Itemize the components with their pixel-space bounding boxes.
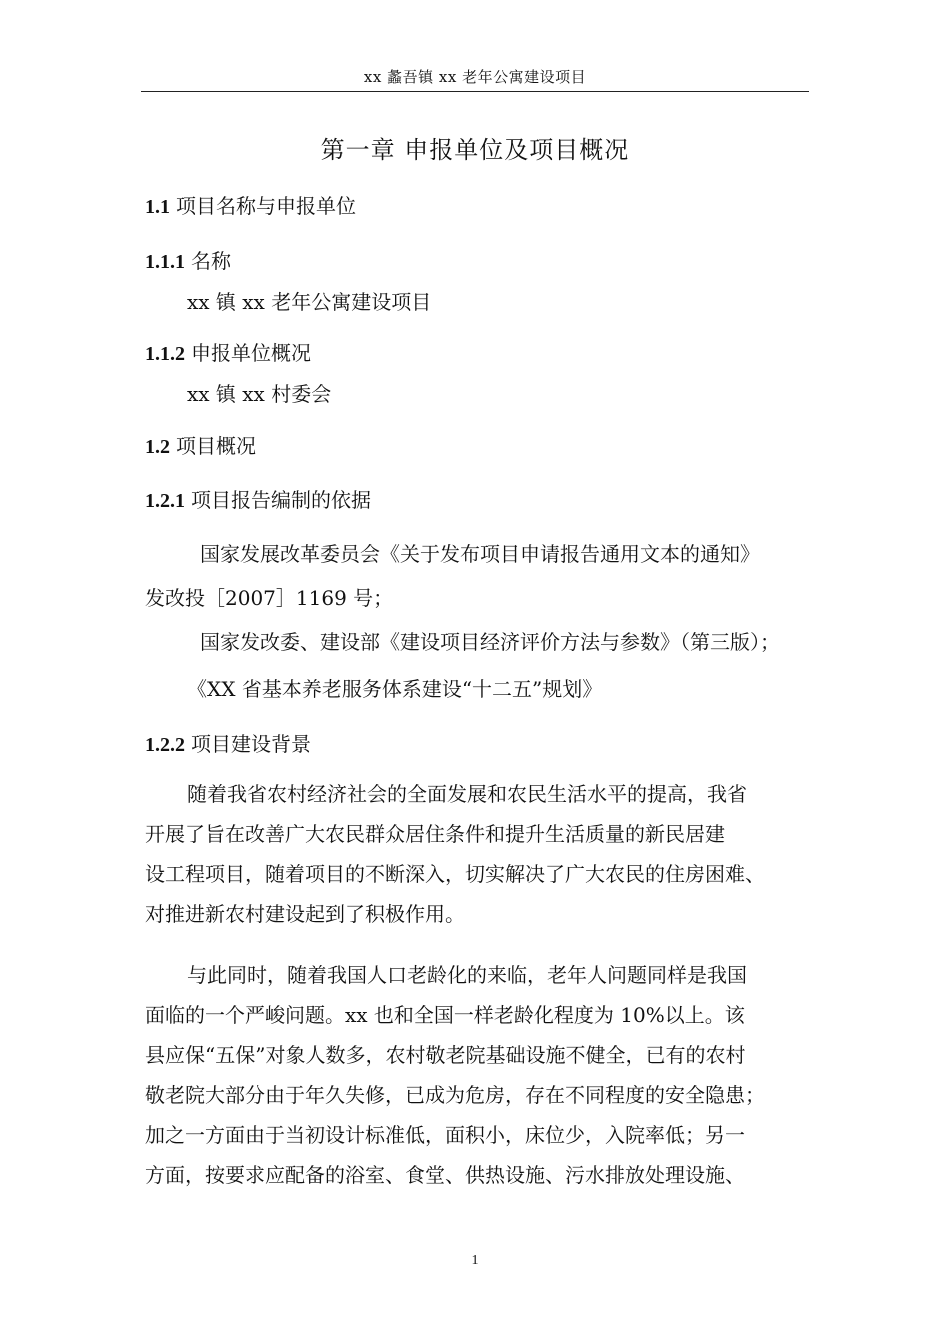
section-number: 1.1.2 (145, 343, 185, 365)
paragraph-line: 县应保“五保”对象人数多，农村敬老院基础设施不健全，已有的农村 (145, 1043, 746, 1067)
basis-line: 国家发展改革委员会《关于发布项目申请报告通用文本的通知》 (200, 542, 760, 566)
header-divider (141, 91, 809, 92)
section-1-2-1-heading (145, 484, 371, 513)
section-title: 项目名称与申报单位 (176, 194, 356, 218)
background-paragraph-2 (145, 955, 807, 1195)
section-number: 1.1 (145, 196, 170, 218)
section-1-1-1-heading (145, 245, 231, 274)
basis-line: 发改投［2007］1169 号； (145, 586, 394, 610)
project-name-text: xx 镇 xx 老年公寓建设项目 (187, 290, 432, 314)
page-number: 1 (471, 1253, 479, 1268)
paragraph-line: 与此同时，随着我国人口老龄化的来临，老年人问题同样是我国 (187, 963, 747, 987)
section-number: 1.2.1 (145, 490, 185, 512)
section-title: 项目概况 (176, 434, 256, 458)
background-paragraph-1 (145, 774, 807, 934)
applicant-text: xx 镇 xx 村委会 (187, 382, 332, 406)
basis-line: 《XX 省基本养老服务体系建设“十二五”规划》 (187, 677, 603, 701)
section-number: 1.2 (145, 436, 170, 458)
running-header: xx 蠡吾镇 xx 老年公寓建设项目 (363, 68, 587, 86)
section-1-1-heading (145, 190, 356, 219)
section-title: 项目建设背景 (191, 732, 311, 756)
paragraph-line: 设工程项目，随着项目的不断深入，切实解决了广大农民的住房困难、 (145, 862, 765, 886)
paragraph-line: 方面，按要求应配备的浴室、食堂、供热设施、污水排放处理设施、 (145, 1163, 745, 1187)
basis-line: 国家发改委、建设部《建设项目经济评价方法与参数》（第三版）； (200, 630, 780, 654)
section-title: 项目报告编制的依据 (191, 488, 371, 512)
section-1-2-2-heading (145, 728, 311, 757)
section-title: 申报单位概况 (191, 341, 311, 365)
paragraph-line: 开展了旨在改善广大农民群众居住条件和提升生活质量的新民居建 (145, 822, 725, 846)
paragraph-line: 对推进新农村建设起到了积极作用。 (145, 902, 465, 926)
paragraph-line: 随着我省农村经济社会的全面发展和农民生活水平的提高，我省 (187, 782, 747, 806)
section-1-1-2-heading (145, 337, 311, 366)
paragraph-line: 面临的一个严峻问题。xx 也和全国一样老龄化程度为 10%以上。该 (145, 1003, 745, 1027)
chapter-title: 第一章 申报单位及项目概况 (320, 136, 630, 164)
paragraph-line: 加之一方面由于当初设计标准低，面积小，床位少，入院率低；另一 (145, 1123, 745, 1147)
section-title: 名称 (191, 249, 231, 273)
section-1-2-heading (145, 430, 256, 459)
paragraph-line: 敬老院大部分由于年久失修，已成为危房，存在不同程度的安全隐患； (145, 1083, 765, 1107)
section-number: 1.2.2 (145, 734, 185, 756)
section-number: 1.1.1 (145, 251, 185, 273)
